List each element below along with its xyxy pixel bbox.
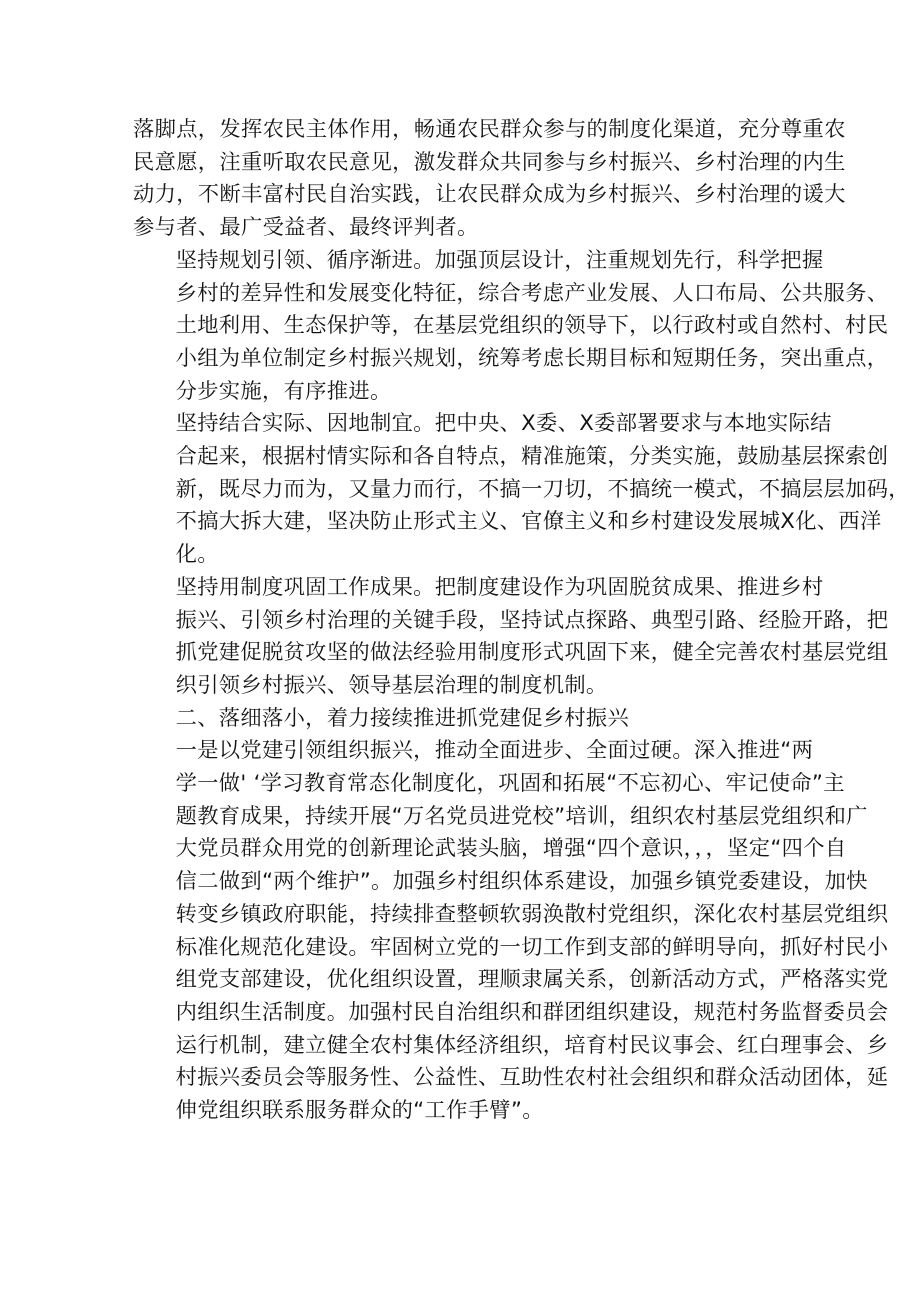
text-line: 坚持规划引领、循序渐进。加强顶层设计，注重规划先行，科学把握	[175, 247, 824, 273]
text-line: 信二做到“两个维护”。加强乡村组织体系建设，加强乡镇党委建设，加快	[175, 869, 868, 895]
text-line: 民意愿，注重听取农民意见，激发群众共同参与乡村振兴、乡村治理的内生	[133, 149, 846, 175]
text-line: 大党员群众用党的创新理论武装头脑，增强“四个意识，，，坚定“四个自	[175, 836, 847, 862]
text-line: 参与者、最广受益者、最终评判者。	[133, 215, 479, 241]
paragraph	[133, 408, 910, 572]
text-line: 新，既尽力而为，又量力而行，不搞一刀切，不搞统一模式，不搞层层加码，	[175, 476, 910, 502]
text-line: 运行机制，建立健全农村集体经济组织，培育村民议事会、红白理事会、乡	[175, 1032, 889, 1058]
text-line: 土地利用、生态保护等，在基层党组织的领导下，以行政村或自然村、村民	[175, 313, 889, 339]
document-body	[133, 114, 910, 1128]
text-line: 转变乡镇政府职能，持续排查整顿软弱涣散村党组织，深化农村基层党组织	[175, 901, 889, 927]
text-line: 内组织生活制度。加强村民自治组织和群团组织建设，规范村务监督委员会	[175, 999, 889, 1025]
text-line: 标准化规范化建设。牢固树立党的一切工作到支部的鲜明导向，抓好村民小	[175, 934, 889, 960]
text-line: 坚持结合实际、因地制宜。把中央、X委、X委部署要求与本地实际结	[175, 411, 832, 437]
paragraph	[133, 572, 889, 703]
text-line: 题教育成果，持续开展“万名党员进党校”培训，组织农村基层党组织和广	[175, 803, 868, 829]
text-line: 织引领乡村振兴、领导基层治理的制度机制。	[175, 672, 608, 698]
text-line: 一是以党建引领组织振兴，推动全面进步、全面过硬。深入推进“两	[175, 738, 814, 764]
text-line: 分步实施，有序推进。	[175, 378, 392, 404]
text-line: 村振兴委员会等服务性、公益性、互助性农村社会组织和群众活动团体，延	[175, 1065, 889, 1091]
text-line: 学一做' ‘学习教育常态化制度化，巩固和拓展“不忘初心、牢记使命”主	[175, 771, 845, 797]
text-line: 小组为单位制定乡村振兴规划，统筹考虑长期目标和短期任务，突出重点，	[175, 345, 889, 371]
text-line: 抓党建促脱贫攻坚的做法经验用制度形式巩固下来，健全完善农村基层党组	[175, 640, 889, 666]
text-line: 振兴、引领乡村治理的关键手段，坚持试点探路、典型引路、经脸开路，把	[175, 607, 889, 633]
text-line: 二、落细落小，着力接续推进抓党建促乡村振兴	[175, 705, 630, 731]
text-line: 合起来，根据村情实际和各自特点，精准施策，分类实施，鼓励基层探索创	[175, 444, 889, 470]
text-line: 组党支部建设，优化组织设置，理顺隶属关系，创新活动方式，严格落实党	[175, 967, 889, 993]
text-line: 坚持用制度巩固工作成果。把制度建设作为巩固脱贫成果、推进乡村	[175, 574, 824, 600]
text-line: 不搞大拆大建，坚决防止形式主义、官僚主义和乡村建设发展城X化、西洋	[175, 509, 882, 535]
paragraph	[133, 735, 889, 1127]
paragraph	[133, 703, 793, 736]
paragraph	[133, 245, 889, 409]
text-line: 动力，不断丰富村民自治实践，让农民群众成为乡村振兴、乡村治理的谖大	[133, 182, 846, 208]
text-line: 乡村的差异性和发展变化特征，综合考虑产业发展、人口布局、公共服务、	[175, 280, 889, 306]
text-line: 伸党组织联系服务群众的“工作手臂”。	[175, 1098, 544, 1124]
text-line: 化。	[175, 542, 219, 568]
paragraph	[133, 114, 846, 245]
text-line: 落脚点，发挥农民主体作用，畅通农民群众参与的制度化渠道，充分尊重农	[133, 117, 846, 142]
